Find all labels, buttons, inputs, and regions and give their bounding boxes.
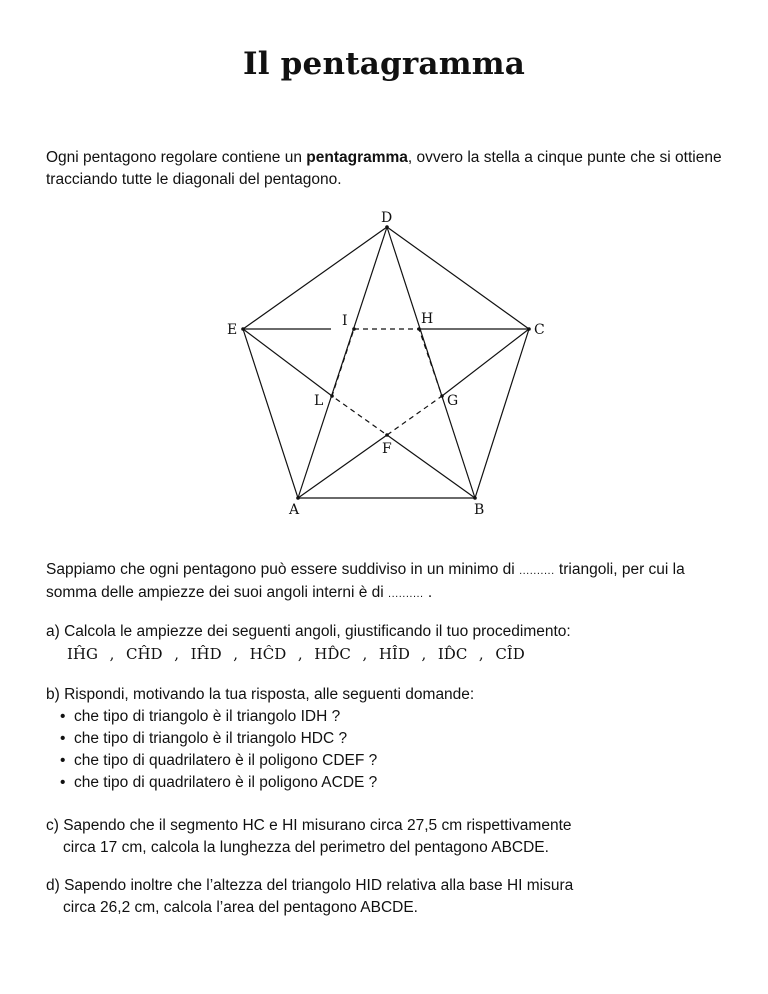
angle-item: HÎD xyxy=(378,645,410,663)
question-d-line-1: d) Sapendo inoltre che l’altezza del triangolo HID relativa alla base HI misura xyxy=(46,877,574,894)
angle-item: IĤD xyxy=(190,645,222,663)
blank-angle-sum[interactable]: .......... xyxy=(388,588,424,600)
diagonal-CA xyxy=(442,329,529,396)
list-item: • che tipo di quadrilatero è il poligono CDEF ? xyxy=(60,750,377,772)
angle-item: IĤG xyxy=(67,645,98,663)
question-intro-text-2: triangoli, per cui la somma delle ampiezze dei suoi angoli interni è di xyxy=(46,561,685,601)
question-a: a) Calcola le ampiezze dei seguenti angoli, giustificando il tuo procedimento: xyxy=(46,623,571,640)
list-item: • che tipo di quadrilatero è il poligono ACDE ? xyxy=(60,772,377,794)
question-intro xyxy=(46,559,736,605)
intro-text-after: , ovvero la stella a cinque punte che si ottiene tracciando tutte le diagonali del pentagono. xyxy=(46,149,722,188)
angle-separator: , xyxy=(362,645,368,663)
label-E: E xyxy=(227,322,238,338)
label-G: G xyxy=(447,393,459,409)
angle-separator: , xyxy=(233,645,239,663)
angle-item: HĈD xyxy=(249,645,287,663)
angle-separator: , xyxy=(297,645,303,663)
question-d xyxy=(46,875,736,919)
angle-separator: , xyxy=(109,645,115,663)
label-L: L xyxy=(314,393,324,409)
angle-item: CÎD xyxy=(495,645,525,663)
label-C: C xyxy=(534,322,545,338)
intro-text-before: Ogni pentagono regolare contiene un xyxy=(46,149,307,166)
angle-item: HD̂C xyxy=(314,645,351,663)
question-c xyxy=(46,815,736,859)
label-I: I xyxy=(342,313,348,329)
angle-separator: , xyxy=(174,645,179,663)
label-H: H xyxy=(421,311,434,327)
question-b: b) Rispondi, motivando la tua risposta, alle seguenti domande: xyxy=(46,686,475,703)
label-A: A xyxy=(289,502,300,518)
label-D: D xyxy=(381,210,393,226)
diagonal-EB xyxy=(243,329,332,396)
question-c-line-1: c) Sapendo che il segmento HC e HI misurano circa 27,5 cm rispettivamente xyxy=(46,817,572,834)
question-intro-text-1: Sappiamo che ogni pentagono può essere suddiviso in un minimo di xyxy=(46,561,520,578)
angle-separator: , xyxy=(421,645,427,663)
label-B: B xyxy=(474,502,485,518)
question-b-list xyxy=(60,706,377,794)
page-title: Il pentagramma xyxy=(243,46,525,82)
list-item: • che tipo di triangolo è il triangolo HDC ? xyxy=(60,728,377,750)
angle-item: CĤD xyxy=(126,645,163,663)
question-d-line-2: circa 26,2 cm, calcola l’area del pentagono ABCDE. xyxy=(63,899,418,916)
angle-separator: , xyxy=(478,645,484,663)
list-item: • che tipo di triangolo è il triangolo IDH ? xyxy=(60,706,377,728)
blank-triangles[interactable]: .......... xyxy=(519,565,555,577)
diagonal-DA xyxy=(298,227,387,498)
question-intro-text-3: . xyxy=(423,584,433,601)
angle-list xyxy=(67,645,525,663)
angle-item: ID̂C xyxy=(437,645,468,663)
intro-bold-term: pentagramma xyxy=(306,149,408,166)
question-c-line-2: circa 17 cm, calcola la lunghezza del perimetro del pentagono ABCDE. xyxy=(63,839,549,856)
label-F: F xyxy=(382,441,392,457)
